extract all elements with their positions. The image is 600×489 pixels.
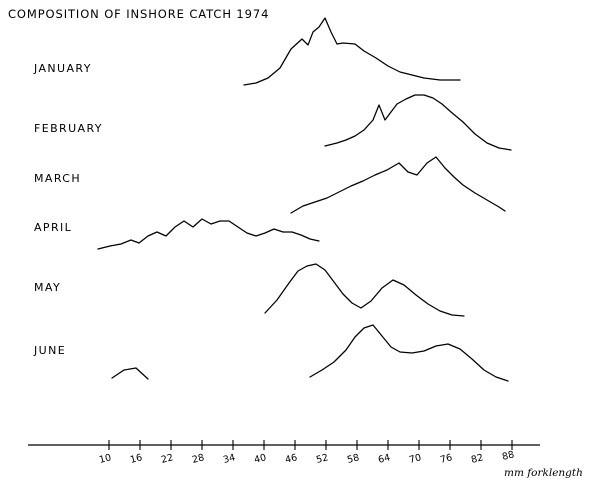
series-label-april: APRIL xyxy=(34,221,73,234)
series-label-february: FEBRUARY xyxy=(34,122,103,135)
series-label-may: MAY xyxy=(34,281,62,294)
x-tick-label: 88 xyxy=(501,449,516,463)
chart-title: COMPOSITION OF INSHORE CATCH 1974 xyxy=(8,7,270,21)
series-line-february xyxy=(325,95,511,150)
x-axis-caption: mm forklength xyxy=(504,467,583,479)
series-label-march: MARCH xyxy=(34,172,82,185)
x-tick-label: 46 xyxy=(284,452,299,466)
series-label-june: JUNE xyxy=(34,344,67,357)
x-tick-label: 10 xyxy=(98,452,113,466)
x-tick-label: 28 xyxy=(191,452,206,466)
series-line-april xyxy=(98,219,319,249)
x-tick-label: 22 xyxy=(160,452,175,466)
series-line-may xyxy=(265,264,464,316)
x-tick-label: 64 xyxy=(377,452,392,466)
series-label-january: JANUARY xyxy=(34,62,92,75)
x-tick-label: 34 xyxy=(222,452,237,466)
series-line-june xyxy=(310,325,508,381)
x-tick-label: 70 xyxy=(408,452,423,466)
x-tick-label: 82 xyxy=(470,452,485,466)
x-tick-label: 16 xyxy=(129,452,144,466)
x-tick-label: 40 xyxy=(253,452,268,466)
series-line-june-small-mode xyxy=(112,368,148,379)
x-tick-label: 76 xyxy=(439,452,454,466)
series-line-january xyxy=(244,18,460,85)
series-line-march xyxy=(291,157,505,213)
x-tick-label: 52 xyxy=(315,452,330,466)
x-tick-label: 58 xyxy=(346,452,361,466)
